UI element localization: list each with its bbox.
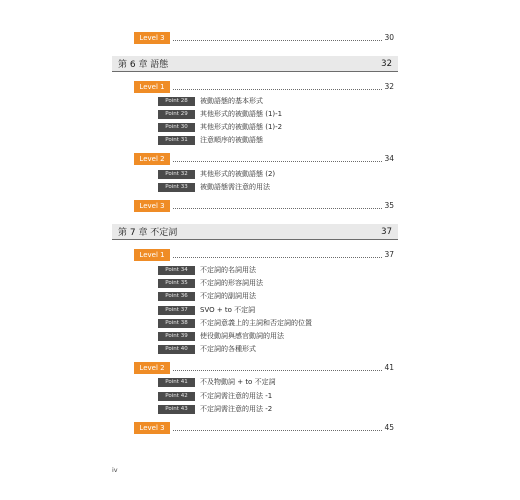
- point-title: 被動語態需注意的用法: [200, 183, 270, 191]
- chapter-heading[interactable]: [112, 224, 398, 240]
- point-badge: Point 29: [158, 110, 195, 119]
- point-title: 不定詞的形容詞用法: [200, 279, 263, 287]
- dot-leader: [173, 257, 382, 258]
- point-item[interactable]: [158, 278, 263, 288]
- point-title: 不定詞的各種形式: [200, 345, 256, 353]
- point-item[interactable]: [158, 391, 272, 401]
- point-title: 其他形式的被動語態 (1)-2: [200, 123, 283, 131]
- point-title: 其他形式的被動語態 (2): [200, 170, 276, 178]
- point-item[interactable]: [158, 135, 263, 145]
- level-badge: Level 2: [134, 153, 170, 165]
- point-badge: Point 33: [158, 183, 195, 192]
- dot-leader: [173, 370, 382, 371]
- point-badge: Point 30: [158, 123, 195, 132]
- level-row[interactable]: [134, 198, 394, 212]
- point-badge: Point 37: [158, 306, 195, 315]
- point-badge: Point 31: [158, 136, 195, 145]
- point-title: 使役動詞與感官動詞的用法: [200, 332, 284, 340]
- dot-leader: [173, 40, 382, 41]
- point-title: 不定詞的名詞用法: [200, 266, 256, 274]
- point-item[interactable]: [158, 404, 272, 414]
- point-badge: Point 28: [158, 97, 195, 106]
- point-badge: Point 35: [158, 279, 195, 288]
- point-badge: Point 39: [158, 332, 195, 341]
- chapter-page-number: 32: [381, 58, 392, 69]
- dot-leader: [173, 430, 382, 431]
- point-item[interactable]: [158, 318, 312, 328]
- point-item[interactable]: [158, 109, 282, 119]
- point-item[interactable]: [158, 96, 263, 106]
- point-item[interactable]: [158, 291, 256, 301]
- chapter-page-number: 37: [381, 226, 392, 237]
- point-badge: Point 34: [158, 266, 195, 275]
- point-title: 不定詞意義上的主詞和否定詞的位置: [200, 319, 312, 327]
- point-title: 被動語態的基本形式: [200, 97, 263, 105]
- point-badge: Point 32: [158, 170, 195, 179]
- footer-page-number: iv: [112, 466, 118, 474]
- level-badge: Level 3: [134, 422, 170, 434]
- point-item[interactable]: [158, 122, 282, 132]
- point-title: 不定詞需注意的用法 -2: [200, 405, 273, 413]
- page-number: 32: [384, 82, 394, 91]
- point-title: 注意順序的被動語態: [200, 136, 263, 144]
- level-badge: Level 1: [134, 81, 170, 93]
- point-item[interactable]: [158, 182, 270, 192]
- chapter-title: 第 6 章 語態: [118, 60, 169, 70]
- level-row[interactable]: [134, 30, 394, 44]
- point-badge: Point 36: [158, 292, 195, 301]
- level-row[interactable]: [134, 420, 394, 434]
- level-row[interactable]: [134, 79, 394, 93]
- point-item[interactable]: [158, 265, 256, 275]
- dot-leader: [173, 161, 382, 162]
- page-number: 34: [384, 154, 394, 163]
- page-number: 45: [384, 423, 394, 432]
- point-item[interactable]: [158, 305, 255, 315]
- level-badge: Level 3: [134, 32, 170, 44]
- point-item[interactable]: [158, 331, 284, 341]
- point-title: SVO + to 不定詞: [200, 306, 256, 314]
- dot-leader: [173, 208, 382, 209]
- point-item[interactable]: [158, 377, 276, 387]
- dot-leader: [173, 89, 382, 90]
- point-item[interactable]: [158, 344, 256, 354]
- page-number: 41: [384, 363, 394, 372]
- level-badge: Level 3: [134, 200, 170, 212]
- page-number: 37: [384, 250, 394, 259]
- level-badge: Level 1: [134, 249, 170, 261]
- point-badge: Point 38: [158, 319, 195, 328]
- level-badge: Level 2: [134, 362, 170, 374]
- chapter-heading[interactable]: [112, 56, 398, 72]
- level-row[interactable]: [134, 360, 394, 374]
- point-badge: Point 42: [158, 392, 195, 401]
- point-title: 不及物動詞 + to 不定詞: [200, 378, 276, 386]
- point-title: 其他形式的被動語態 (1)-1: [200, 110, 283, 118]
- level-row[interactable]: [134, 151, 394, 165]
- level-row[interactable]: [134, 247, 394, 261]
- point-badge: Point 41: [158, 378, 195, 387]
- point-title: 不定詞的副詞用法: [200, 292, 256, 300]
- page-number: 30: [384, 33, 394, 42]
- point-badge: Point 43: [158, 405, 195, 414]
- point-title: 不定詞需注意的用法 -1: [200, 392, 273, 400]
- point-item[interactable]: [158, 169, 275, 179]
- page-number: 35: [384, 201, 394, 210]
- chapter-title: 第 7 章 不定詞: [118, 228, 178, 238]
- point-badge: Point 40: [158, 345, 195, 354]
